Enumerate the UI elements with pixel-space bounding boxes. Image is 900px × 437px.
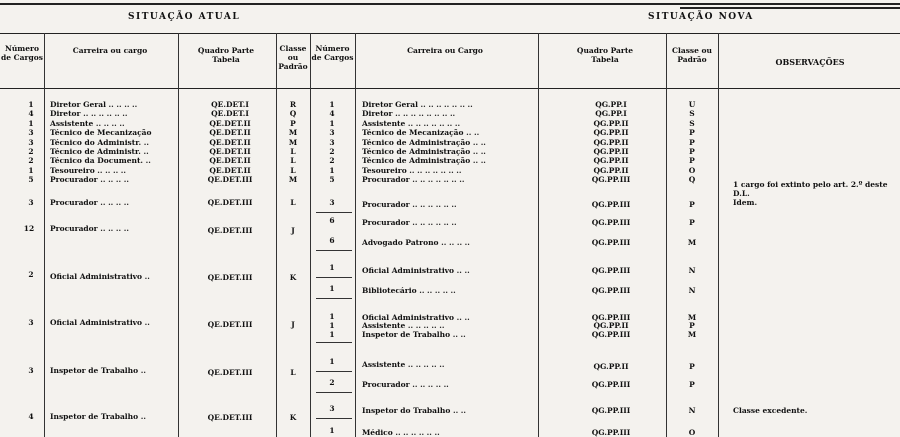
num-cargos: 2 [28, 270, 34, 279]
classe-nova: P [689, 147, 695, 156]
title-situacao-nova: SITUAÇÃO NOVA [648, 12, 754, 22]
quadro-nova: QG.PP.II [593, 128, 629, 138]
classe-nova: P [689, 128, 695, 138]
num-cargos: 4 [28, 412, 34, 421]
col-divider [538, 33, 539, 437]
classe: J [291, 320, 295, 329]
header-top-rule [0, 33, 900, 34]
header-observacoes: OBSERVAÇÕES [775, 57, 845, 67]
group-separator [316, 298, 352, 299]
quadro-nova: QG.PP.II [593, 137, 629, 147]
num-cargos-nova: 2 [329, 147, 335, 156]
num-cargos-nova: 1 [329, 118, 335, 128]
classe: L [290, 198, 296, 207]
cargo: Técnico do Administr. .. [50, 137, 149, 147]
quadro: QE.DET.III [207, 226, 253, 235]
classe-nova: P [689, 200, 695, 209]
observation-g2: Idem. [733, 198, 758, 207]
header-carreira-atual: Carreira ou cargo [72, 46, 148, 55]
group-separator [316, 342, 352, 343]
num-cargos: 5 [28, 175, 34, 185]
classe: L [290, 165, 296, 175]
quadro-nova: QG.PP.III [591, 266, 631, 275]
header-carreira-nova: Carreira ou Cargo [407, 46, 483, 55]
num-cargos-nova: 1 [329, 321, 335, 330]
num-cargos-nova: 6 [329, 216, 335, 225]
cargo-nova: Inspetor do Trabalho .. .. [362, 406, 467, 415]
num-cargos-nova: 5 [329, 175, 335, 185]
classe-nova: M [687, 330, 697, 339]
classe: R [289, 100, 297, 109]
quadro-nova: QG.PP.II [593, 147, 629, 156]
cargo-nova: Diretor .. .. .. .. .. .. .. .. [362, 109, 456, 119]
cargo: Procurador .. .. .. .. [50, 175, 129, 185]
cargo-nova: Procurador .. .. .. .. .. [362, 380, 449, 389]
num-cargos-nova: 1 [329, 330, 335, 339]
quadro-nova: QG.PP.III [591, 406, 631, 415]
num-cargos: 3 [28, 366, 34, 375]
header-quadro-atual: Quadro Parte Tabela [197, 46, 255, 64]
cargo: Diretor Geral .. .. .. .. [50, 100, 138, 109]
col-divider [44, 33, 45, 437]
group-separator [316, 392, 352, 393]
quadro: QE.DET.III [207, 198, 253, 207]
classe: Q [289, 109, 297, 119]
quadro: QE.DET.II [209, 165, 251, 175]
num-cargos-nova: 3 [329, 137, 335, 147]
quadro-nova: QG.PP.III [591, 175, 631, 185]
num-cargos-nova: 1 [329, 357, 335, 366]
num-cargos: 2 [28, 147, 34, 156]
cargo-nova: Técnico de Administração .. .. [362, 156, 486, 166]
quadro: QE.DET.II [209, 118, 251, 128]
cargo-nova: Procurador .. .. .. .. .. .. .. [362, 175, 465, 185]
quadro-nova: QG.PP.III [591, 313, 631, 322]
num-cargos-nova: 1 [329, 284, 335, 293]
quadro-nova: QG.PP.III [591, 286, 631, 295]
group-separator [316, 371, 352, 372]
cargo: Técnico de Mecanização [50, 128, 152, 138]
num-cargos: 1 [28, 118, 34, 128]
cargo-nova: Procurador .. .. .. .. .. .. [362, 200, 457, 209]
num-cargos-nova: 1 [329, 100, 335, 109]
classe: M [288, 128, 298, 138]
quadro-nova: QG.PP.III [591, 238, 631, 247]
cargo-nova: Oficial Administrativo .. .. [362, 313, 470, 322]
cargo-nova: Técnico de Mecanização .. .. [362, 128, 480, 138]
classe-nova: N [688, 406, 696, 415]
num-cargos: 1 [28, 165, 34, 175]
cargo-nova: Técnico de Administração .. .. [362, 147, 486, 156]
quadro-nova: QG.PP.II [593, 362, 629, 371]
num-cargos: 3 [28, 318, 34, 327]
cargo-nova: Oficial Administrativo .. .. [362, 266, 470, 275]
header-bottom-rule [0, 88, 900, 89]
quadro: QE.DET.I [211, 109, 249, 119]
quadro-nova: QG.PP.I [595, 100, 627, 109]
num-cargos: 3 [28, 137, 34, 147]
quadro: QE.DET.I [211, 100, 249, 109]
cargo: Procurador .. .. .. .. [50, 224, 129, 233]
header-classe-nova: Classe ou Padrão [672, 46, 712, 64]
classe: M [288, 137, 298, 147]
cargo: Técnico da Document. .. [50, 156, 151, 166]
cargo: Procurador .. .. .. .. [50, 198, 129, 207]
cargo-nova: Advogado Patrono .. .. .. .. [362, 238, 470, 247]
quadro: QE.DET.III [207, 320, 253, 329]
quadro: QE.DET.II [209, 128, 251, 138]
num-cargos: 12 [23, 224, 35, 233]
classe-nova: P [689, 218, 695, 227]
quadro: QE.DET.III [207, 273, 253, 282]
classe-nova: P [689, 137, 695, 147]
title-situacao-atual: SITUAÇÃO ATUAL [128, 12, 241, 22]
group-separator [316, 250, 352, 251]
cargo: Inspetor de Trabalho .. [50, 412, 146, 421]
num-cargos-nova: 2 [329, 378, 335, 387]
classe-nova: N [688, 286, 696, 295]
classe-nova: S [689, 118, 695, 128]
quadro-nova: QG.PP.III [591, 200, 631, 209]
cargo: Tesoureiro .. .. .. .. [50, 165, 127, 175]
classe-nova: M [687, 313, 697, 322]
classe-nova: O [688, 165, 696, 175]
cargo: Técnico de Administr. .. [50, 147, 149, 156]
cargo: Assistente .. .. .. .. [50, 118, 125, 128]
num-cargos-nova: 6 [329, 236, 335, 245]
col-divider [310, 33, 311, 437]
num-cargos-nova: 1 [329, 426, 335, 435]
classe: M [288, 175, 298, 185]
quadro-nova: QG.PP.III [591, 330, 631, 339]
classe-nova: P [689, 380, 695, 389]
quadro-nova: QG.PP.II [593, 165, 629, 175]
observation-g7: Classe excedente. [733, 406, 808, 415]
classe-nova: U [688, 100, 696, 109]
classe-nova: O [688, 428, 696, 437]
num-cargos-nova: 2 [329, 156, 335, 166]
quadro: QE.DET.II [209, 156, 251, 166]
cargo-nova: Bibliotecário .. .. .. .. .. [362, 286, 456, 295]
top-rule-right [680, 7, 900, 9]
classe: L [290, 368, 296, 377]
classe: K [289, 413, 297, 422]
header-quadro-nova: Quadro Parte Tabela [576, 46, 634, 64]
col-divider [666, 33, 667, 437]
header-classe-atual: Classe ou Padrão [278, 44, 308, 71]
num-cargos: 3 [28, 198, 34, 207]
col-divider [355, 33, 356, 437]
num-cargos-nova: 1 [329, 165, 335, 175]
classe-nova: P [689, 362, 695, 371]
cargo-nova: Técnico de Administração .. .. [362, 137, 486, 147]
quadro-nova: QG.PP.II [593, 156, 629, 166]
quadro-nova: QG.PP.I [595, 109, 627, 119]
quadro-nova: QG.PP.II [593, 118, 629, 128]
group-separator [316, 212, 352, 213]
cargo-nova: Tesoureiro .. .. .. .. .. .. .. [362, 165, 462, 175]
cargo: Oficial Administrativo .. [50, 318, 150, 327]
observation-g1: 1 cargo foi extinto pelo art. 2.º deste D.L. [733, 180, 888, 198]
num-cargos-nova: 3 [329, 128, 335, 138]
group-separator [316, 418, 352, 419]
cargo-nova: Procurador .. .. .. .. .. .. [362, 218, 457, 227]
cargo-nova: Médico .. .. .. .. .. .. [362, 428, 440, 437]
cargo: Diretor .. .. .. .. .. .. [50, 109, 128, 119]
classe-nova: N [688, 266, 696, 275]
classe: J [291, 226, 295, 235]
num-cargos-nova: 3 [329, 198, 335, 207]
header-num-cargos-nova: Número de Cargos [311, 44, 354, 62]
num-cargos: 2 [28, 156, 34, 166]
classe: L [290, 156, 296, 166]
classe: L [290, 147, 296, 156]
classe-nova: P [689, 156, 695, 166]
classe-nova: M [687, 238, 697, 247]
header-num-cargos: Número de Cargos [1, 44, 43, 62]
cargo: Inspetor de Trabalho .. [50, 366, 146, 375]
num-cargos-nova: 4 [329, 109, 335, 119]
cargo-nova: Assistente .. .. .. .. .. [362, 360, 445, 369]
top-rule [0, 3, 900, 5]
classe-nova: Q [688, 175, 696, 185]
quadro: QE.DET.III [207, 413, 253, 422]
quadro: QE.DET.III [207, 175, 253, 185]
classe: P [290, 118, 296, 128]
cargo: Oficial Administrativo .. [50, 272, 150, 281]
group-separator [316, 277, 352, 278]
quadro: QE.DET.II [209, 147, 251, 156]
quadro: QE.DET.II [209, 137, 251, 147]
num-cargos: 1 [28, 100, 34, 109]
classe: K [289, 273, 297, 282]
quadro-nova: QG.PP.II [593, 321, 629, 330]
classe-nova: S [689, 109, 695, 119]
cargo-nova: Assistente .. .. .. .. .. .. .. [362, 118, 461, 128]
quadro-nova: QG.PP.III [591, 218, 631, 227]
cargo-nova: Inspetor de Trabalho .. .. [362, 330, 466, 339]
num-cargos-nova: 1 [329, 312, 335, 321]
quadro: QE.DET.III [207, 368, 253, 377]
num-cargos-nova: 3 [329, 404, 335, 413]
quadro-nova: QG.PP.III [591, 380, 631, 389]
cargo-nova: Assistente .. .. .. .. .. [362, 321, 445, 330]
num-cargos: 4 [28, 109, 34, 119]
col-divider [718, 33, 719, 437]
num-cargos-nova: 1 [329, 263, 335, 272]
cargo-nova: Diretor Geral .. .. .. .. .. .. .. [362, 100, 473, 109]
num-cargos: 3 [28, 128, 34, 138]
quadro-nova: QG.PP.III [591, 428, 631, 437]
classe-nova: P [689, 321, 695, 330]
